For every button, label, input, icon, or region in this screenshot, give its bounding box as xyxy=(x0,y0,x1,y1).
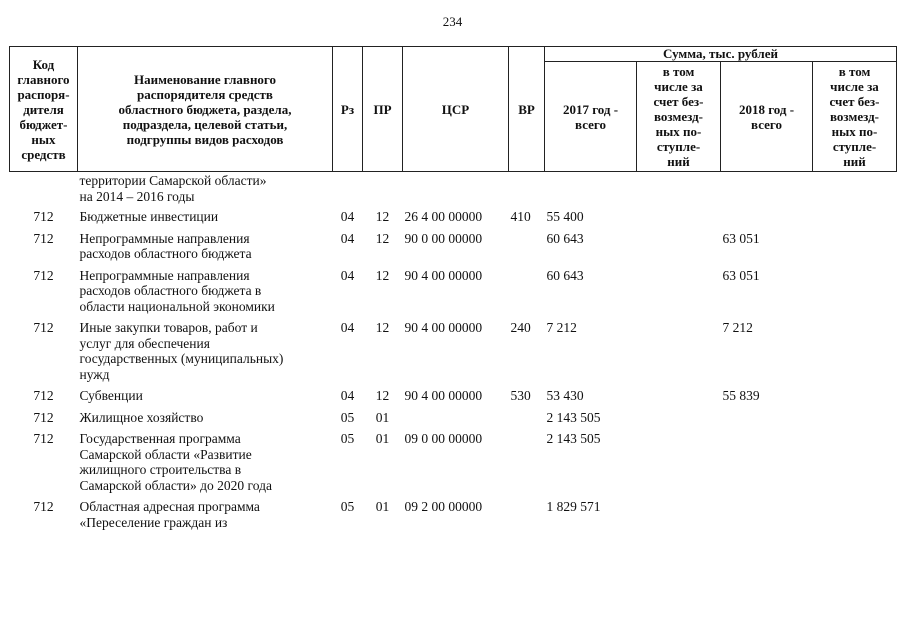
cell-name: Государственная программа Самарской области «Развитие жилищного строительства в Самарской области» до 2020 года xyxy=(79,431,272,493)
cell-2017-free xyxy=(637,314,721,382)
cell-vr xyxy=(509,225,545,262)
cell-name: Субвенции xyxy=(79,388,143,403)
cell-2018-total xyxy=(721,404,813,426)
header-name: Наименование главного распорядителя средств областного бюджета, раздела, подраздела, целевой статьи, подгруппы видов расходов xyxy=(78,47,333,172)
table-row xyxy=(10,382,897,404)
cell-2018-free xyxy=(813,382,897,404)
page-number: 234 xyxy=(442,14,463,29)
cell-csr xyxy=(403,172,509,205)
cell-2017-free xyxy=(637,493,721,530)
cell-rz xyxy=(333,172,363,205)
cell-2018-total xyxy=(721,204,813,225)
cell-code: 712 xyxy=(33,230,54,246)
cell-name: Областная адресная программа «Переселение граждан из xyxy=(79,499,260,530)
cell-vr: 410 xyxy=(510,209,531,224)
cell-rz: 05 xyxy=(340,499,355,514)
cell-2018-free xyxy=(813,204,897,225)
cell-pr: 12 xyxy=(375,320,390,335)
cell-name: Жилищное хозяйство xyxy=(79,409,204,425)
cell-vr xyxy=(509,493,545,530)
header-incl-2018: в том числе за счет без- возмезд- ных по- ступле- ний xyxy=(813,62,897,172)
cell-2017-total xyxy=(545,172,637,205)
header-sum: Сумма, тыс. рублей xyxy=(545,47,897,62)
cell-pr: 12 xyxy=(375,209,390,224)
cell-csr: 90 4 00 00000 xyxy=(404,320,483,335)
cell-2018-total: 63 051 xyxy=(722,230,760,246)
header-total-2018: 2018 год - всего xyxy=(721,62,813,172)
cell-2018-total xyxy=(721,172,813,205)
cell-vr: 240 xyxy=(510,320,531,335)
cell-2018-free xyxy=(813,493,897,530)
cell-2017-total: 2 143 505 xyxy=(546,431,601,446)
header-vr: ВР xyxy=(509,47,545,172)
cell-2018-total: 55 839 xyxy=(722,388,760,403)
cell-2018-total: 63 051 xyxy=(722,267,760,283)
cell-pr: 12 xyxy=(375,230,390,246)
cell-code: 712 xyxy=(33,209,54,224)
cell-2017-free xyxy=(637,225,721,262)
table-row xyxy=(10,172,897,205)
cell-rz: 04 xyxy=(340,230,355,246)
cell-2017-total: 7 212 xyxy=(546,320,577,335)
header-csr: ЦСР xyxy=(403,47,509,172)
cell-vr xyxy=(509,172,545,205)
cell-csr: 26 4 00 00000 xyxy=(404,209,483,224)
cell-2017-total: 1 829 571 xyxy=(546,499,601,514)
header-incl-2017: в том числе за счет без- возмезд- ных по- ступле- ний xyxy=(637,62,721,172)
table-row xyxy=(10,262,897,315)
cell-csr: 09 2 00 00000 xyxy=(404,499,483,514)
cell-rz: 04 xyxy=(340,267,355,283)
cell-2017-total: 55 400 xyxy=(546,209,584,224)
cell-code: 712 xyxy=(33,499,54,514)
cell-rz: 05 xyxy=(340,431,355,446)
cell-2017-free xyxy=(637,204,721,225)
cell-2018-free xyxy=(813,172,897,205)
cell-code: 712 xyxy=(33,267,54,283)
table-row xyxy=(10,204,897,225)
budget-table xyxy=(9,46,897,530)
cell-2018-free xyxy=(813,262,897,315)
cell-2017-total: 60 643 xyxy=(546,230,584,246)
table-body xyxy=(10,172,897,531)
cell-rz: 04 xyxy=(340,209,355,224)
cell-2018-total xyxy=(721,493,813,530)
cell-vr xyxy=(509,425,545,493)
header-code: Код главного распоря- дителя бюджет- ных средств xyxy=(10,47,78,172)
cell-name: Бюджетные инвестиции xyxy=(79,209,219,224)
table-row xyxy=(10,425,897,493)
cell-name: Иные закупки товаров, работ и услуг для обеспечения государственных (муниципальных) нужд xyxy=(79,320,284,382)
cell-2017-total: 53 430 xyxy=(546,388,584,403)
cell-pr: 01 xyxy=(375,409,390,425)
cell-name: Непрограммные направления расходов областного бюджета в области национальной экономики xyxy=(79,267,275,314)
cell-csr: 90 4 00 00000 xyxy=(404,267,483,283)
cell-2017-free xyxy=(637,425,721,493)
header-total-2017: 2017 год - всего xyxy=(545,62,637,172)
cell-2017-free xyxy=(637,382,721,404)
cell-pr: 12 xyxy=(375,388,390,403)
cell-name: Непрограммные направления расходов областного бюджета xyxy=(79,230,252,261)
cell-code xyxy=(10,172,78,205)
cell-code: 712 xyxy=(33,388,54,403)
cell-csr xyxy=(403,404,509,426)
table-row xyxy=(10,404,897,426)
cell-rz: 04 xyxy=(340,320,355,335)
cell-csr: 09 0 00 00000 xyxy=(404,431,483,446)
cell-pr: 01 xyxy=(375,431,390,446)
cell-csr: 90 4 00 00000 xyxy=(404,388,483,403)
cell-vr: 530 xyxy=(510,388,531,403)
cell-pr: 01 xyxy=(375,499,390,514)
cell-2018-free xyxy=(813,314,897,382)
cell-rz: 04 xyxy=(340,388,355,403)
cell-code: 712 xyxy=(33,320,54,335)
cell-2018-total xyxy=(721,425,813,493)
cell-2017-free xyxy=(637,404,721,426)
cell-2017-free xyxy=(637,262,721,315)
cell-name: территории Самарской области» на 2014 – 2016 годы xyxy=(79,173,267,204)
cell-pr: 12 xyxy=(375,267,390,283)
table-row xyxy=(10,225,897,262)
cell-code: 712 xyxy=(33,409,54,425)
cell-csr: 90 0 00 00000 xyxy=(404,230,483,246)
cell-vr xyxy=(509,262,545,315)
cell-code: 712 xyxy=(33,431,54,446)
cell-2018-free xyxy=(813,425,897,493)
cell-2018-free xyxy=(813,225,897,262)
cell-rz: 05 xyxy=(340,409,355,425)
table-row xyxy=(10,493,897,530)
cell-2018-free xyxy=(813,404,897,426)
cell-vr xyxy=(509,404,545,426)
cell-2017-free xyxy=(637,172,721,205)
cell-2017-total: 2 143 505 xyxy=(546,409,601,425)
header-pr: ПР xyxy=(363,47,403,172)
cell-pr xyxy=(363,172,403,205)
table-row xyxy=(10,314,897,382)
cell-2017-total: 60 643 xyxy=(546,267,584,283)
header-rz: Рз xyxy=(333,47,363,172)
cell-2018-total: 7 212 xyxy=(722,320,753,335)
